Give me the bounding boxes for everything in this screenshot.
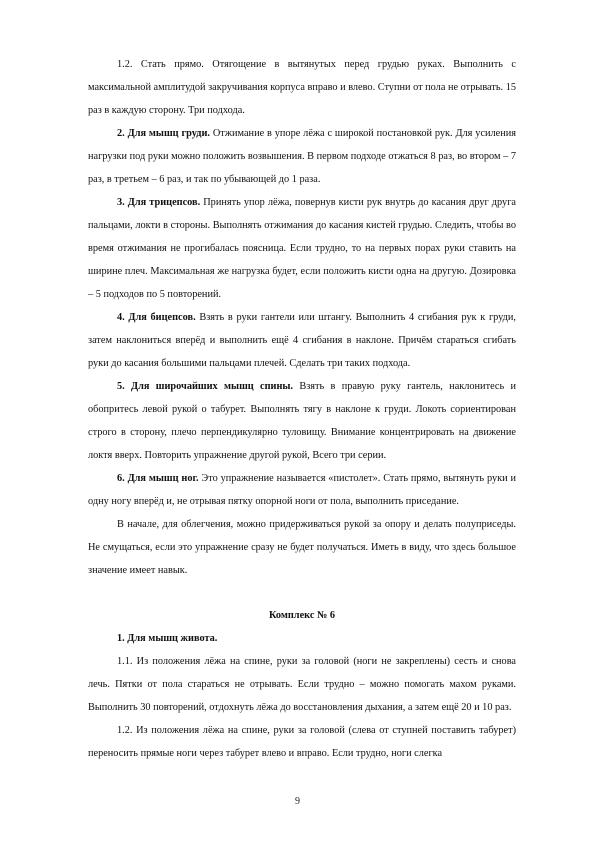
paragraph-text: Взять в руки гантели или штангу. Выполнить 4 сгибания рук к груди, затем наклониться вперёд и выполнить ещё 4 сгибания в наклоне. Причём стараться сгибать руки до касания большими пальцами плечей. Сделать три таких подхода. <box>88 312 516 369</box>
paragraph-1-1 <box>88 650 516 719</box>
paragraph-1-2 <box>88 53 516 122</box>
paragraph-legs <box>88 467 516 513</box>
paragraph-heading: 4. Для бицепсов. <box>117 312 196 323</box>
paragraph-heading: 1. Для мышц живота. <box>117 633 218 644</box>
paragraph-text: Это упражнение называется «пистолет». Стать прямо, вытянуть руки и одну ногу вперёд и, не отрывая пятку опорной ноги от пола, выполнить приседание. <box>88 473 516 507</box>
paragraph-text: Взять в правую руку гантель, наклонитесь и обопритесь левой рукой о табурет. Выполнять тягу в наклоне к груди. Локоть сориентирован строго в сторону, плечо перпендикулярно туловищу. Внимание концентрировать на движение локтя вверх. Повторить упражнение другой рукой, Всего три серии. <box>88 381 516 461</box>
paragraph-text: 1.1. Из положения лёжа на спине, руки за головой (ноги не закреплены) сесть и снова лечь. Пятки от пола стараться не отрывать. Если трудно – можно помогать махом руками. Выполнить 30 повторений, отдохнуть лёжа до восстановления дыхания, а затем ещё 20 и 10 раз. <box>88 656 516 713</box>
paragraph-chest <box>88 122 516 191</box>
paragraph-note <box>88 513 516 582</box>
paragraph-text: В начале, для облегчения, можно придерживаться рукой за опору и делать полуприседы. Не смущаться, если это упражнение сразу не будет получаться. Иметь в виду, что здесь большое значение имеет навык. <box>88 519 516 576</box>
paragraph-text: Принять упор лёжа, повернув кисти рук внутрь до касания друг друга пальцами, локти в стороны. Выполнять отжимания до касания кистей грудью. Следить, чтобы во время отжимания не прогибалась поясница. Если трудно, то на первых порах руки ставить на ширине плеч. Максимальная же нагрузка будет, если положить кисти одна на другую. Дозировка – 5 подходов по 5 повторений. <box>88 197 516 300</box>
paragraph-1-2-abs <box>88 719 516 765</box>
paragraph-text: Отжимание в упоре лёжа с широкой постановкой рук. Для усиления нагрузки под руки можно положить возвышения. В первом подходе отжаться 8 раз, во втором – 7 раз, в третьем – 6 раз, и так по убывающей до 1 раза. <box>88 128 516 185</box>
section-title: Комплекс № 6 <box>268 610 336 621</box>
paragraph-triceps <box>88 191 516 306</box>
paragraph-text: 1.2. Стать прямо. Отягощение в вытянутых перед грудью руках. Выполнить с максимальной амплитудой закручивания корпуса вправо и влево. Ступни от пола не отрывать. 15 раз в каждую сторону. Три подхода. <box>88 59 516 116</box>
paragraph-heading: 3. Для трицепсов. <box>117 197 201 208</box>
page-content <box>88 53 516 765</box>
paragraph-heading: 6. Для мышц ног. <box>117 473 199 484</box>
page-number: 9 <box>295 796 300 807</box>
paragraph-text: 1.2. Из положения лёжа на спине, руки за головой (слева от ступней поставить табурет) переносить прямые ноги через табурет влево и вправо. Если трудно, ноги слегка <box>88 725 516 759</box>
paragraph-biceps <box>88 306 516 375</box>
paragraph-heading: 5. Для широчайших мышц спины. <box>117 381 293 392</box>
paragraph-heading: 2. Для мышц груди. <box>117 128 210 139</box>
paragraph-abs-heading <box>88 627 516 650</box>
paragraph-back <box>88 375 516 467</box>
